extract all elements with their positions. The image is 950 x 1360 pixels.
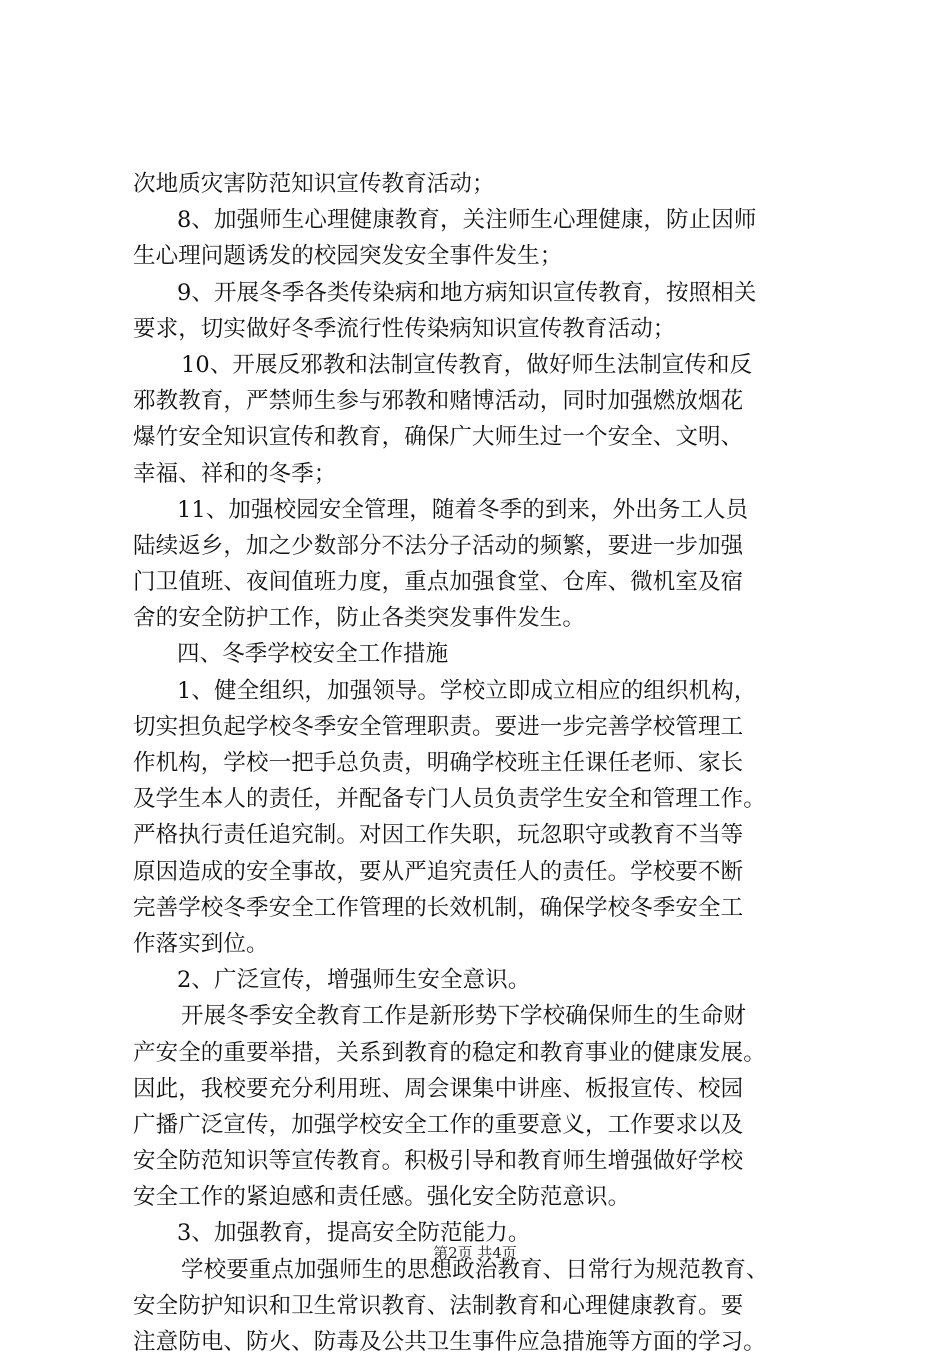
text-line: 邪教教育，严禁师生参与邪教和赌博活动，同时加强燃放烟花: [133, 388, 744, 415]
text-line: 安全工作的紧迫感和责任感。强化安全防范意识。: [133, 1184, 631, 1211]
text-line: 3、加强教育，提高安全防范能力。: [177, 1220, 531, 1247]
text-line: 9、开展冬季各类传染病和地方病知识宣传教育，按照相关: [177, 279, 757, 306]
text-line: 原因造成的安全事故，要从严追究责任人的责任。学校要不断: [133, 858, 744, 885]
text-line: 安全防护知识和卫生常识教育、法制教育和心理健康教育。要: [133, 1292, 744, 1319]
text-line: 作机构，学校一把手总负责，明确学校班主任课任老师、家长: [133, 750, 744, 776]
text-line: 及学生本人的责任，并配备专门人员负责学生安全和管理工作。: [133, 786, 766, 813]
text-line: 产安全的重要举措，关系到教育的稳定和教育事业的健康发展。: [133, 1039, 766, 1066]
text-line: 门卫值班、夜间值班力度，重点加强食堂、仓库、微机室及宿: [133, 569, 744, 596]
text-line: 生心理问题诱发的校园突发安全事件发生；: [133, 243, 563, 270]
text-line: 完善学校冬季安全工作管理的长效机制，确保学校冬季安全工: [133, 894, 744, 921]
text-line: 严格执行责任追究制。对因工作失职，玩忽职守或教育不当等: [133, 822, 744, 849]
text-line: 次地质灾害防范知识宣传教育活动；: [133, 171, 495, 197]
text-line: 切实担负起学校冬季安全管理职责。要进一步完善学校管理工: [133, 713, 744, 740]
text-line: 广播广泛宣传，加强学校安全工作的重要意义，工作要求以及: [133, 1111, 744, 1138]
page-footer: 第2页 共4页: [433, 1244, 517, 1262]
text-line: 注意防电、防火、防毒及公共卫生事件应急措施等方面的学习。: [133, 1329, 766, 1355]
text-line: 8、加强师生心理健康教育，关注师生心理健康，防止因师: [177, 207, 757, 234]
text-line: 要求，切实做好冬季流行性传染病知识宣传教育活动；: [133, 315, 676, 342]
text-line: 10、开展反邪教和法制宣传教育，做好师生法制宣传和反: [181, 351, 753, 378]
text-line: 1、健全组织，加强领导。学校立即成立相应的组织机构，: [177, 677, 757, 704]
text-line: 四、冬季学校安全工作措施: [177, 641, 449, 668]
text-line: 学校要重点加强师生的思想政治教育、日常行为规范教育、: [181, 1256, 769, 1283]
text-line: 2、广泛宣传，增强师生安全意识。: [177, 967, 531, 994]
text-line: 爆竹安全知识宣传和教育，确保广大师生过一个安全、文明、: [133, 424, 744, 451]
text-line: 舍的安全防护工作，防止各类突发事件发生。: [133, 605, 586, 632]
text-line: 11、加强校园安全管理，随着冬季的到来，外出务工人员: [177, 496, 749, 523]
text-line: 陆续返乡，加之少数部分不法分子活动的频繁，要进一步加强: [133, 532, 744, 559]
text-line: 作落实到位。: [133, 930, 269, 957]
text-line: 因此，我校要充分利用班、周会课集中讲座、板报宣传、校园: [133, 1075, 744, 1102]
document-body: [133, 166, 833, 1360]
text-line: 安全防范知识等宣传教育。积极引导和教育师生增强做好学校: [133, 1148, 744, 1175]
text-line: 幸福、祥和的冬季；: [133, 460, 337, 487]
text-line: 开展冬季安全教育工作是新形势下学校确保师生的生命财: [181, 1003, 747, 1030]
